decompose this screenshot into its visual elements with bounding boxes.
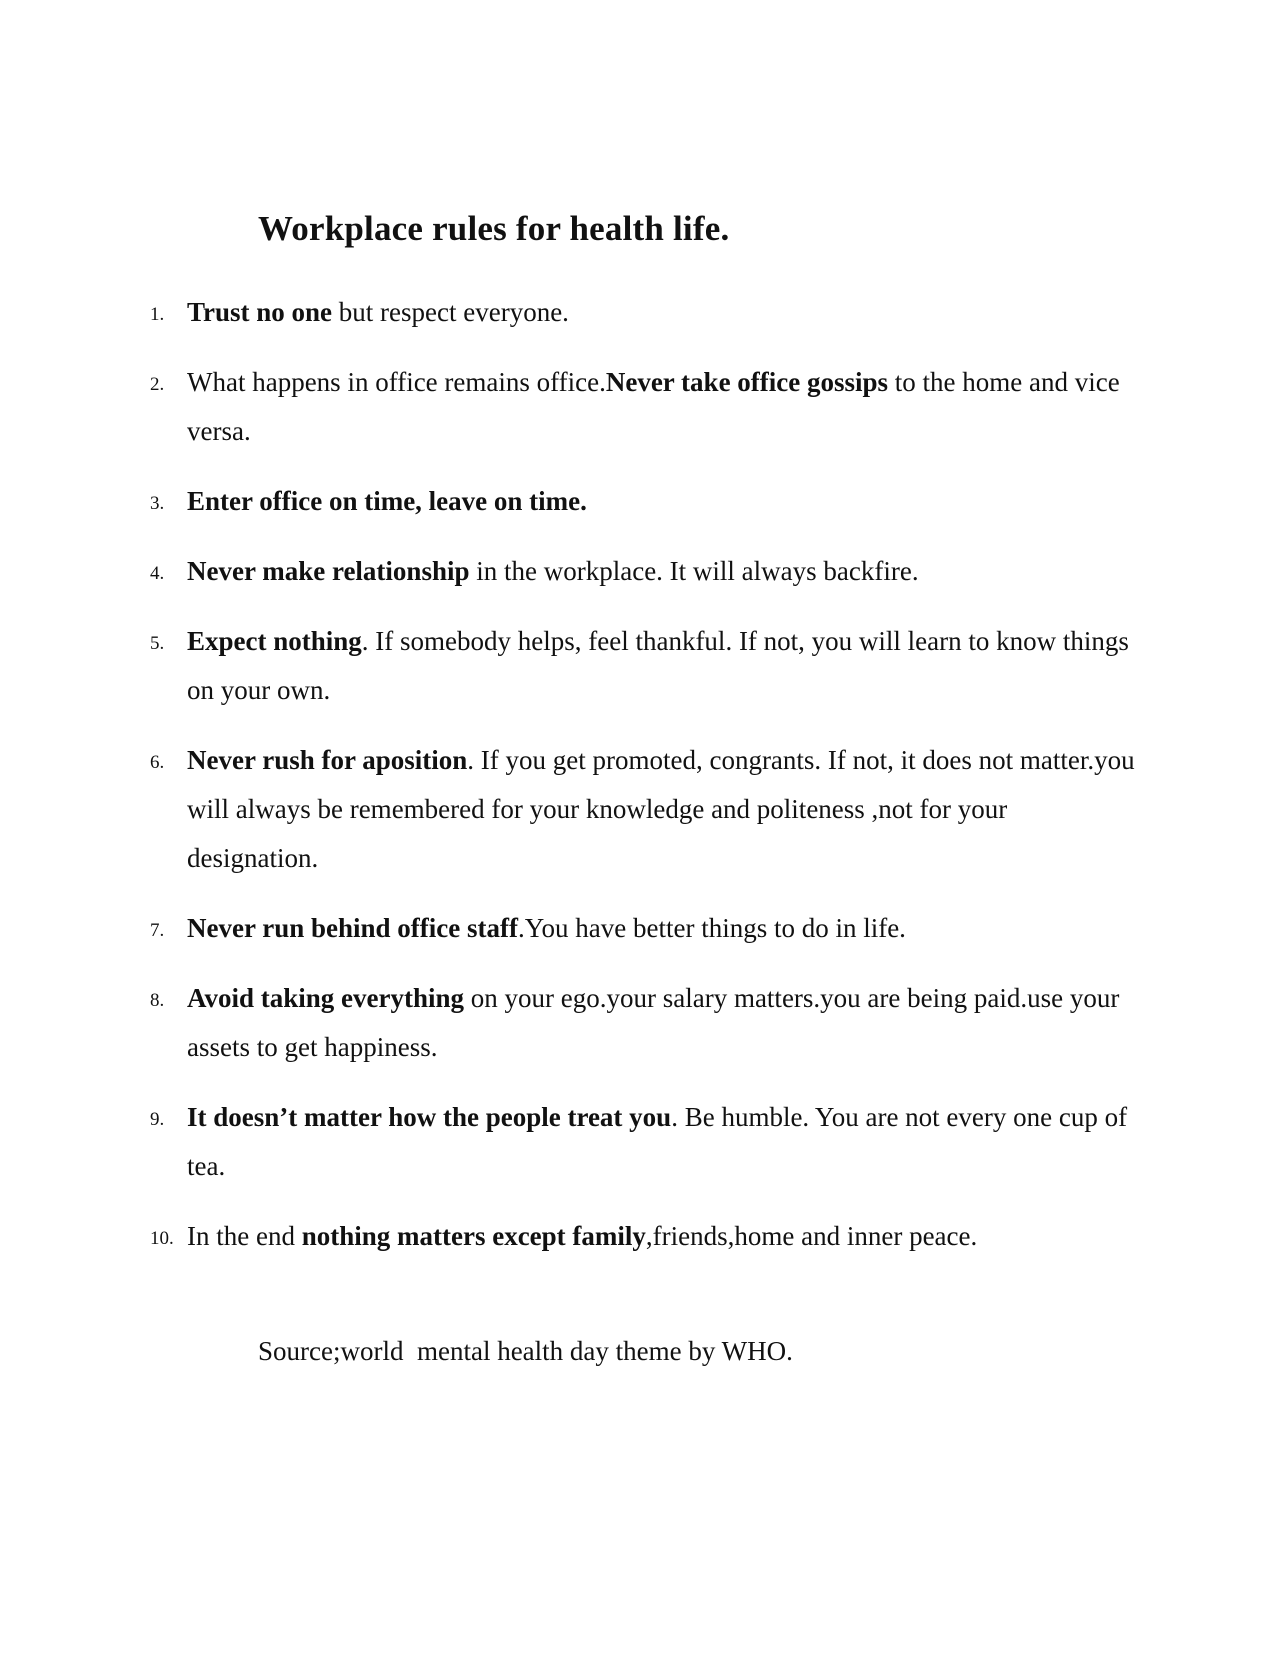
- rule-emphasis: It doesn’t matter how the people treat you: [187, 1102, 672, 1132]
- rule-number: 10.: [150, 1228, 174, 1249]
- source-note: Source;world mental health day theme by WHO.: [258, 1336, 793, 1366]
- rule-text: [187, 745, 1135, 873]
- rule-item: [150, 1093, 1135, 1191]
- rule-item: [150, 358, 1135, 456]
- rule-segment: ,friends,home and inner peace.: [645, 1221, 978, 1251]
- rule-item: [150, 288, 1135, 337]
- rule-item: [150, 477, 1135, 526]
- rule-emphasis: Expect nothing: [187, 626, 362, 656]
- rule-emphasis: Avoid taking everything: [187, 983, 465, 1013]
- rule-number: 9.: [150, 1109, 165, 1130]
- rule-item: [150, 617, 1135, 715]
- rule-segment: What happens in office remains office.: [187, 367, 606, 397]
- rule-segment: In the end: [187, 1221, 302, 1251]
- rule-emphasis: Trust no one: [187, 297, 333, 327]
- rule-text: [187, 556, 919, 586]
- rule-emphasis: Never run behind office staff: [187, 913, 518, 943]
- rule-segment: in the workplace. It will always backfire.: [469, 556, 919, 586]
- rule-emphasis: Never rush for aposition: [187, 745, 468, 775]
- rule-text: [187, 626, 1129, 705]
- rule-item: [150, 974, 1135, 1072]
- rule-item: [150, 904, 1135, 953]
- rule-number: 7.: [150, 920, 165, 941]
- rule-emphasis: nothing matters except family: [301, 1221, 646, 1251]
- rule-text: [187, 297, 569, 327]
- rule-number: 3.: [150, 493, 165, 514]
- rule-segment: . If somebody helps, feel thankful. If not, you will learn to know things on your own.: [187, 626, 1129, 705]
- rule-number: 8.: [150, 990, 165, 1011]
- rule-item: [150, 1212, 1135, 1261]
- rule-number: 2.: [150, 374, 165, 395]
- rule-text: [187, 913, 906, 943]
- document-title: Workplace rules for health life.: [258, 209, 730, 248]
- rule-item: [150, 736, 1135, 883]
- rule-text: [187, 1221, 977, 1251]
- rule-text: [187, 1102, 1127, 1181]
- rule-segment: but respect everyone.: [332, 297, 569, 327]
- rule-segment: to the home and vice versa.: [187, 367, 1120, 446]
- rule-text: [187, 367, 1120, 446]
- rule-number: 5.: [150, 633, 165, 654]
- rule-emphasis: Never make relationship: [187, 556, 470, 586]
- rule-segment: . If you get promoted, congrants. If not, it does not matter.you will always be remembered for your knowledge and politeness ,not for your designation.: [187, 745, 1135, 873]
- rule-number: 1.: [150, 304, 165, 325]
- rule-text: [187, 486, 587, 516]
- rules-list: [150, 288, 1135, 1282]
- rule-item: [150, 547, 1135, 596]
- rule-segment: on your ego.your salary matters.you are being paid.use your assets to get happiness.: [187, 983, 1120, 1062]
- rule-text: [187, 983, 1119, 1062]
- rule-segment: .You have better things to do in life.: [517, 913, 906, 943]
- rule-segment: . Be humble. You are not every one cup of tea.: [187, 1102, 1128, 1181]
- rule-number: 4.: [150, 563, 165, 584]
- rule-number: 6.: [150, 752, 165, 773]
- rule-emphasis: Enter office on time, leave on time.: [187, 486, 587, 516]
- rule-emphasis: Never take office gossips: [605, 367, 889, 397]
